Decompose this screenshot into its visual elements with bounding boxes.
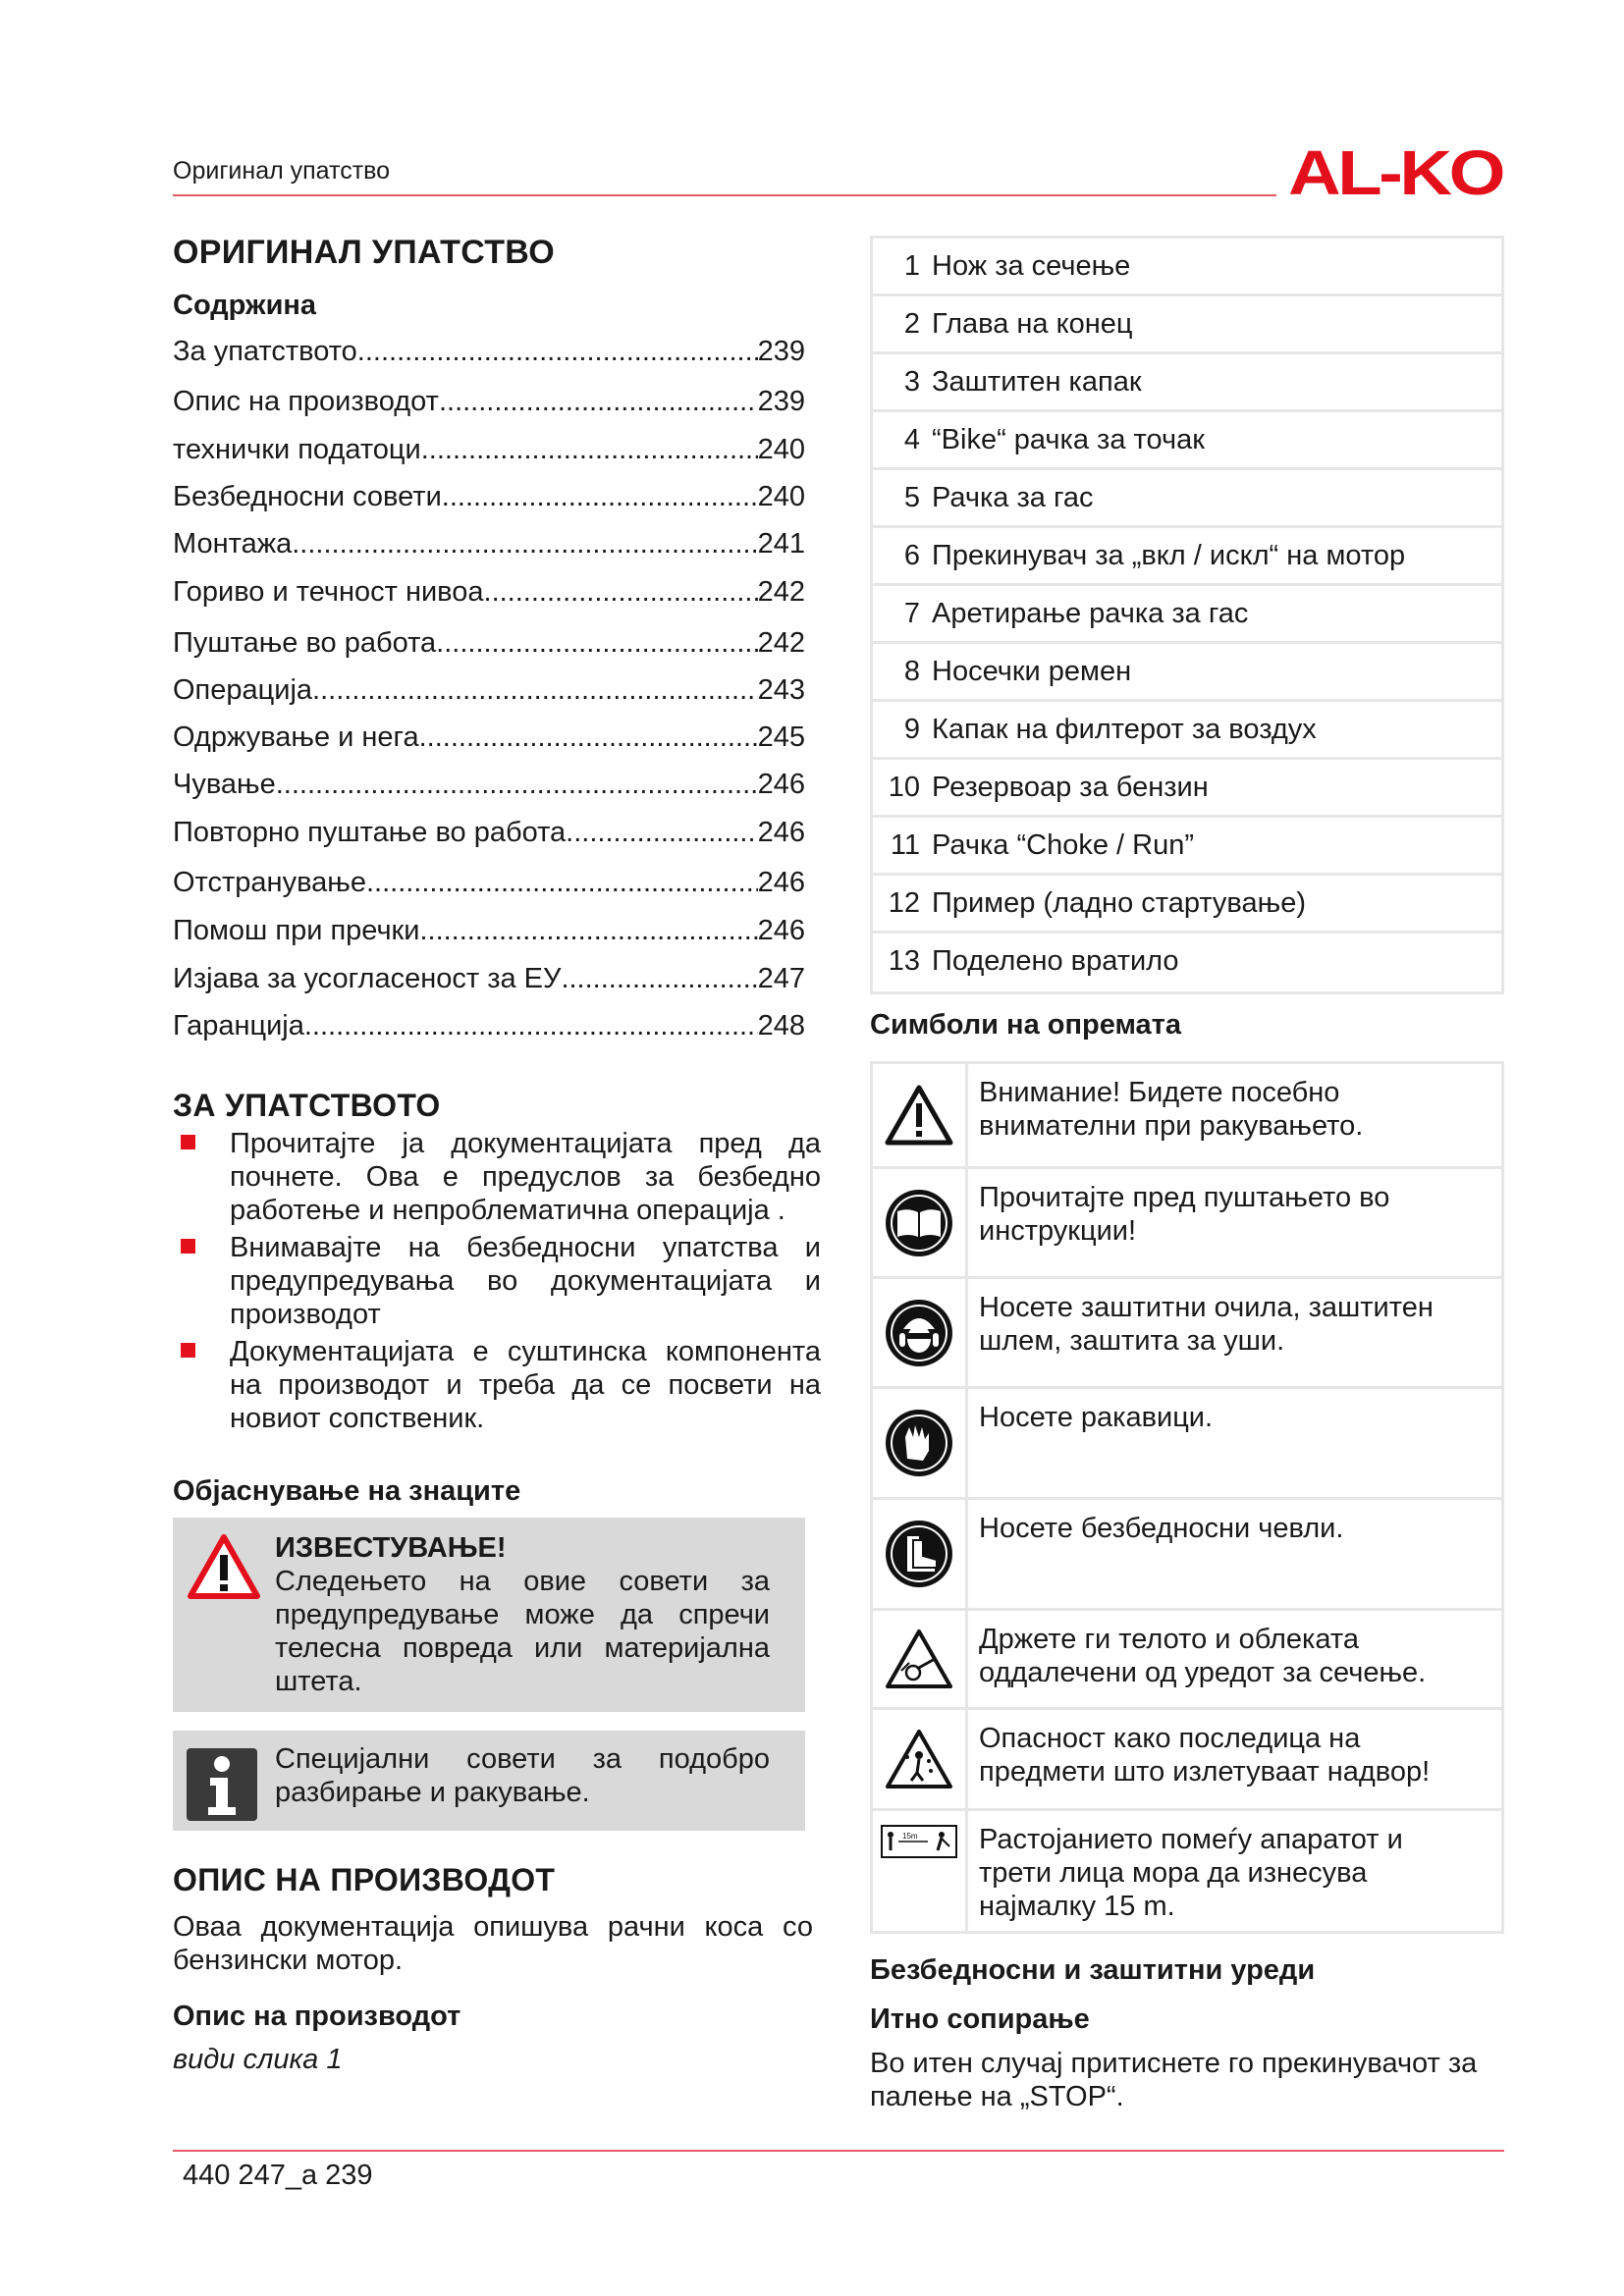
bullet-square-icon — [181, 1343, 195, 1358]
toc-item[interactable]: Гориво и течност нивоа ..... 242 — [173, 575, 805, 609]
gloves-icon — [884, 1408, 954, 1478]
safety-boots-icon — [884, 1519, 954, 1589]
list-item: Документацијата е суштинска компонента на производот и треба да се посвети на новиот сопственик. — [173, 1335, 821, 1435]
toc-item[interactable]: Гаранција ..... 248 — [173, 1009, 805, 1042]
read-manual-icon — [884, 1188, 954, 1258]
product-heading: ОПИС НА ПРОИЗВОДОТ — [173, 1862, 556, 1897]
table-row: Опасност како последица на предмети што излетуваат надвор! — [873, 1710, 1501, 1811]
symbols-table — [870, 1061, 1504, 1934]
footer-divider — [173, 2150, 1504, 2152]
table-row: 2 Глава на конец — [873, 296, 1501, 354]
info-icon — [187, 1748, 257, 1821]
warning-triangle-icon — [187, 1533, 261, 1600]
table-row: Носете ракавици. — [873, 1389, 1501, 1500]
notice-text: Следењето на овие совети за предупредување може да спречи телесна повреда или материјална штета. — [275, 1566, 770, 1697]
table-row: 9 Капак на филтерот за воздух — [873, 702, 1501, 760]
table-row: 10 Резервоар за бензин — [873, 760, 1501, 818]
table-row: Носете заштитни очила, заштитен шлем, заштита за уши. — [873, 1279, 1501, 1389]
toc-item[interactable]: Одржување и нега ..... 245 — [173, 721, 805, 754]
table-row: 1 Нож за сечење — [873, 239, 1501, 296]
signs-heading: Објаснување на знаците — [173, 1475, 521, 1507]
about-heading: ЗА УПАТСТВОТО — [173, 1088, 441, 1123]
list-item: Внимавајте на безбедносни упатства и предупредувања во документацијата и производот — [173, 1231, 821, 1331]
table-row: 5 Рачка за гас — [873, 470, 1501, 528]
toc-item[interactable]: Монтажа ..... 241 — [173, 527, 805, 561]
table-row: 7 Аретирање рачка за гас — [873, 586, 1501, 644]
toc-item[interactable]: Изјава за усогласеност за ЕУ ..... 247 — [173, 962, 805, 995]
table-row: 12 Пример (ладно стартување) — [873, 876, 1501, 934]
product-text: Оваа документација опишува рачни коса со бензински мотор. — [173, 1911, 813, 1976]
toc-item[interactable]: Пуштање во работа ..... 242 — [173, 626, 805, 660]
bullet-square-icon — [181, 1135, 195, 1149]
toc-item[interactable]: Безбедносни совети ..... 240 — [173, 480, 805, 513]
header-divider — [173, 194, 1276, 196]
warning-triangle-icon — [884, 1084, 954, 1147]
table-row: 6 Прекинувач за „вкл / искл“ на мотор — [873, 528, 1501, 586]
protective-gear-icon — [884, 1298, 954, 1368]
table-row: Носете безбедносни чевли. — [873, 1500, 1501, 1611]
blade-hazard-icon — [884, 1628, 954, 1690]
main-title: ОРИГИНАЛ УПАТСТВО — [173, 234, 556, 271]
figure-reference: види слика 1 — [173, 2044, 343, 2075]
info-box — [173, 1731, 805, 1831]
table-row: 3 Заштитен капак — [873, 354, 1501, 412]
table-row: 15m Растојанието помеѓу апаратот и трети лица мора да изнесува најмалку 15 m. — [873, 1811, 1501, 1931]
toc-item[interactable]: технички податоци ..... 240 — [173, 433, 805, 466]
distance-15m-icon — [881, 1825, 957, 1858]
toc-item[interactable]: Чување ..... 246 — [173, 768, 805, 801]
svg-text:15m: 15m — [902, 1832, 918, 1841]
toc-item[interactable]: За упатството ..... 239 — [173, 335, 805, 368]
table-row: Прочитајте пред пуштањето во инструкции! — [873, 1169, 1501, 1279]
page-footer: 440 247_a 239 — [183, 2160, 373, 2191]
bullet-square-icon — [181, 1239, 195, 1254]
table-row: 13 Поделено вратило — [888, 945, 1179, 977]
emergency-stop-text: Во итен случај притиснете го прекинувачот за палење на „STOP“. — [870, 2048, 1478, 2112]
notice-title: ИЗВЕСТУВАЊЕ! — [275, 1532, 507, 1564]
document-header-title: Оригинал упатство — [173, 157, 391, 185]
toc-item[interactable]: Повторно пуштање во работа ..... 246 — [173, 816, 805, 849]
toc-item[interactable]: Помош при пречки ..... 246 — [173, 914, 805, 947]
notice-box — [173, 1518, 805, 1712]
flying-objects-icon — [884, 1728, 954, 1790]
about-bullet-list — [173, 1127, 821, 1439]
toc-item[interactable]: Операција ..... 243 — [173, 673, 805, 707]
table-row: Држете ги телото и облеката оддалечени од уредот за сечење. — [873, 1611, 1501, 1710]
table-row: 11 Рачка “Choke / Run” — [873, 818, 1501, 876]
list-item: Прочитајте ја документацијата пред да почнете. Ова е предуслов за безбедно работење и непроблематична операција . — [173, 1127, 821, 1227]
toc-heading: Содржина — [173, 290, 317, 321]
alko-logo — [1288, 143, 1504, 202]
table-row: Внимание! Бидете посебно внимателни при ракувањето. — [873, 1064, 1501, 1169]
parts-list-table — [870, 236, 1504, 994]
table-row: 8 Носечки ремен — [873, 644, 1501, 702]
safety-devices-heading: Безбедносни и заштитни уреди — [870, 1954, 1316, 1986]
table-row: 4 “Bike“ рачка за точак — [873, 412, 1501, 470]
emergency-stop-heading: Итно сопирање — [870, 2003, 1090, 2035]
svg-text:AL-KO: AL-KO — [1288, 143, 1504, 202]
symbols-heading: Симболи на опремата — [870, 1009, 1181, 1041]
toc-item[interactable]: Отстранување ..... 246 — [173, 866, 805, 899]
info-text: Специјални совети за подобро разбирање и ракување. — [275, 1743, 770, 1808]
toc-item[interactable]: Опис на производот ..... 239 — [173, 385, 805, 418]
product-subheading: Опис на производот — [173, 2001, 461, 2032]
